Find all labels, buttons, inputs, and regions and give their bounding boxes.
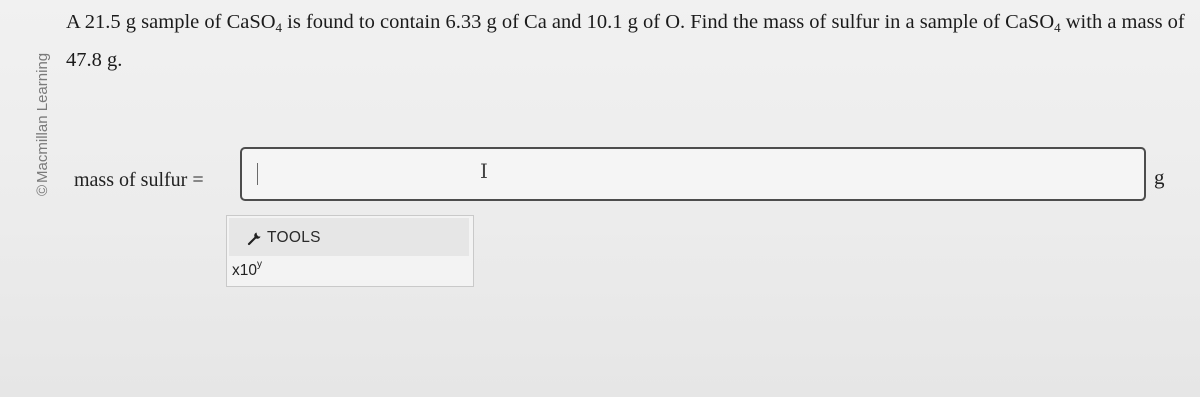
question-text: A 21.5 g sample of CaSO$_4$ is found to contain 6.33 g of Ca and 10.1 g of O. Find the mass of sulfur in a sample of CaSO$_4$ with a mass of 47.8 g.	[66, 11, 1185, 71]
text-caret	[257, 163, 258, 185]
answer-label: mass of sulfur =	[74, 169, 204, 191]
answer-input[interactable]	[240, 147, 1146, 201]
scientific-notation-button[interactable]: x10$^y$	[232, 259, 262, 279]
tools-panel	[226, 215, 474, 287]
text-cursor-icon: I	[480, 159, 488, 183]
unit-label: g	[1154, 165, 1165, 189]
copyright-text: Macmillan Learning	[34, 52, 51, 183]
tools-label: TOOLS	[267, 229, 321, 246]
wrench-icon	[247, 230, 263, 246]
copyright-notice	[34, 6, 52, 196]
copyright-symbol: ©	[34, 184, 51, 196]
tools-button[interactable]	[229, 218, 469, 256]
